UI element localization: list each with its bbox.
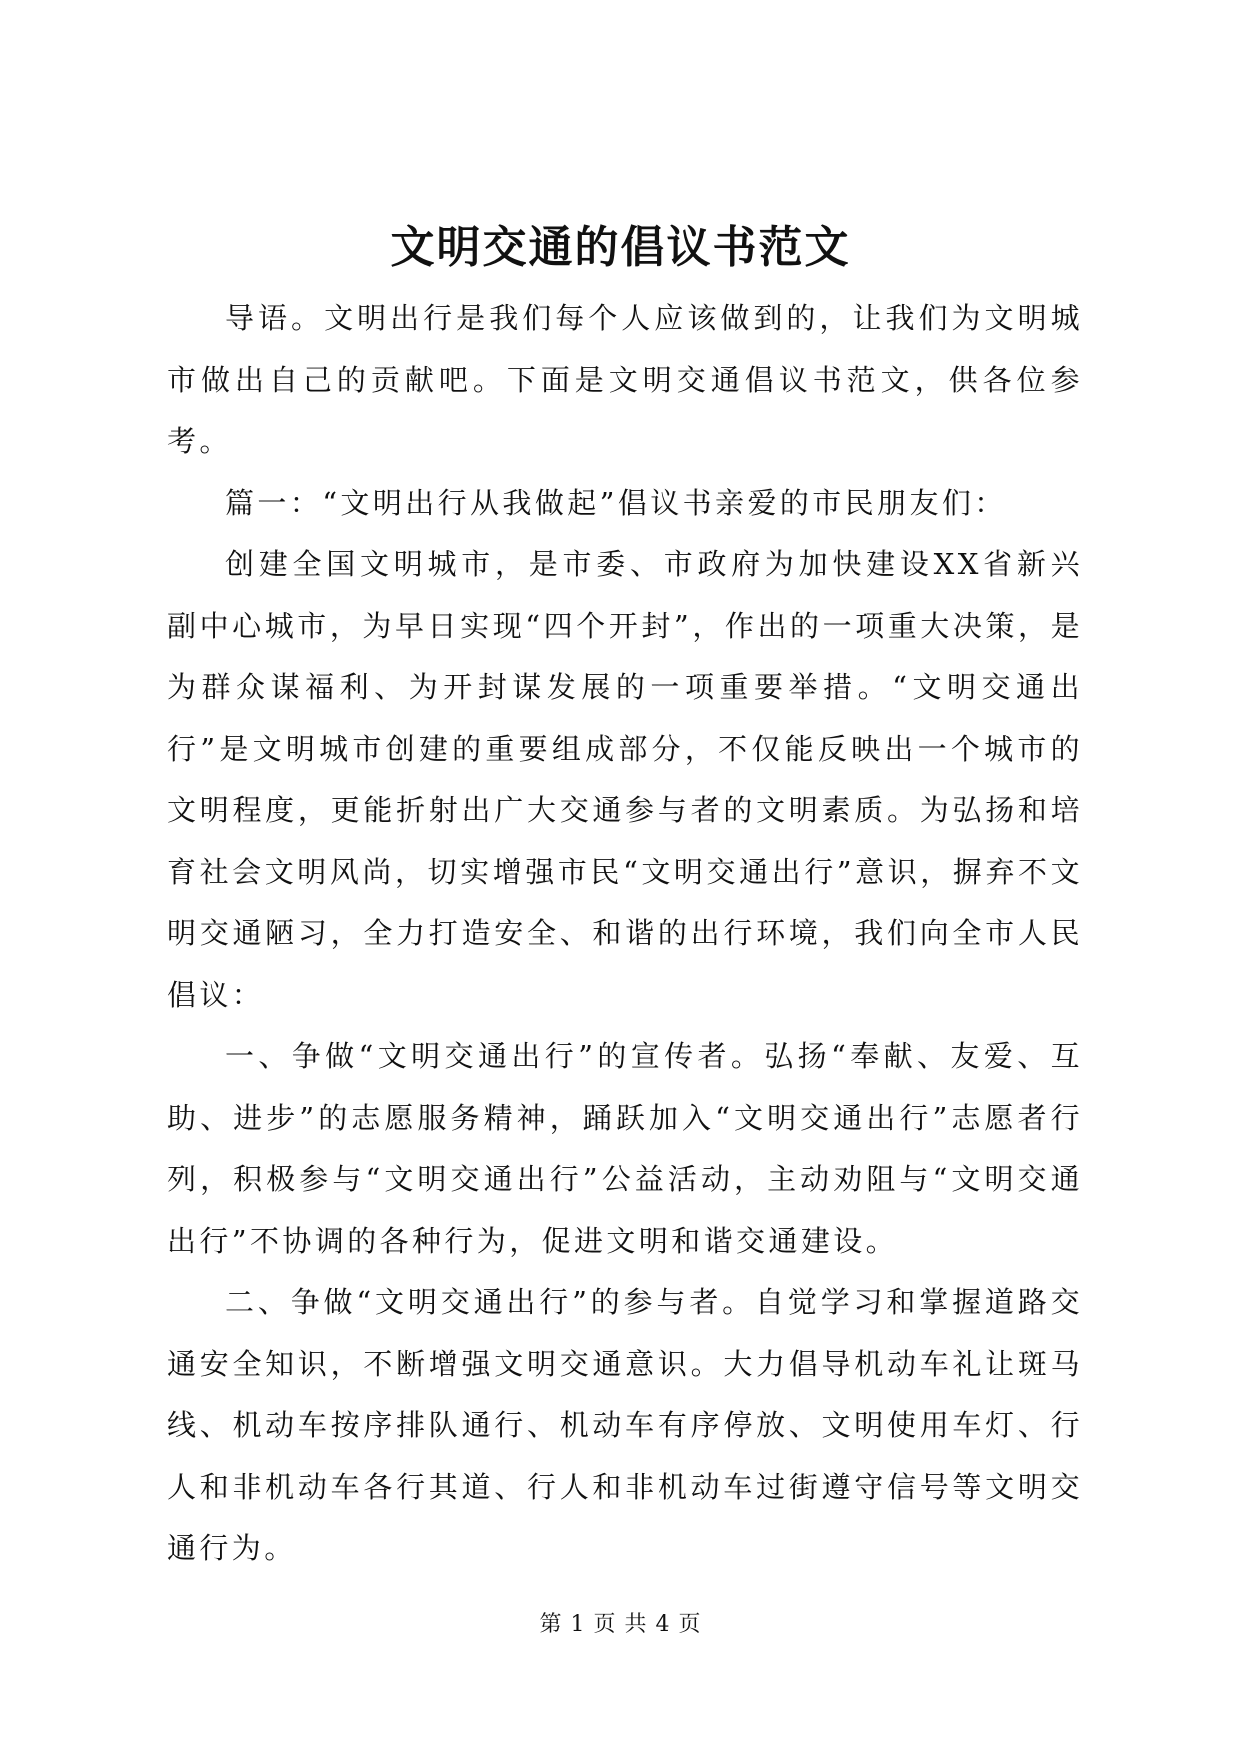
page-footer: 第 1 页 共 4 页 bbox=[539, 1612, 702, 1637]
intro-paragraph: 导语。文明出行是我们每个人应该做到的，让我们为文明城市做出自己的贡献吧。下面是文明交通倡议书范文，供各位参考。 bbox=[167, 301, 1083, 458]
page-title: 文明交通的倡议书范文 bbox=[390, 222, 851, 273]
body-paragraph: 一、争做“文明交通出行”的宣传者。弘扬“奉献、友爱、互助、进步”的志愿服务精神，踊跃加入“文明交通出行”志愿者行列，积极参与“文明交通出行”公益活动，主动劝阻与“文明交通出行”不协调的各种行为，促进文明和谐交通建设。 bbox=[167, 1039, 1083, 1258]
body-paragraph: 创建全国文明城市，是市委、市政府为加快建设XX省新兴副中心城市，为早日实现“四个开封”，作出的一项重大决策，是为群众谋福利、为开封谋发展的一项重要举措。“文明交通出行”是文明城市创建的重要组成部分，不仅能反映出一个城市的文明程度，更能折射出广大交通参与者的文明素质。为弘扬和培育社会文明风尚，切实增强市民“文明交通出行”意识，摒弃不文明交通陋习，全力打造安全、和谐的出行环境，我们向全市人民倡议： bbox=[167, 547, 1083, 1012]
section-heading-paragraph: 篇一：“文明出行从我做起”倡议书亲爱的市民朋友们： bbox=[225, 485, 1007, 520]
document-body bbox=[167, 288, 1083, 1580]
body-paragraph: 二、争做“文明交通出行”的参与者。自觉学习和掌握道路交通安全知识，不断增强文明交通意识。大力倡导机动车礼让斑马线、机动车按序排队通行、机动车有序停放、文明使用车灯、行人和非机动车各行其道、行人和非机动车过街遵守信号等文明交通行为。 bbox=[167, 1285, 1083, 1565]
